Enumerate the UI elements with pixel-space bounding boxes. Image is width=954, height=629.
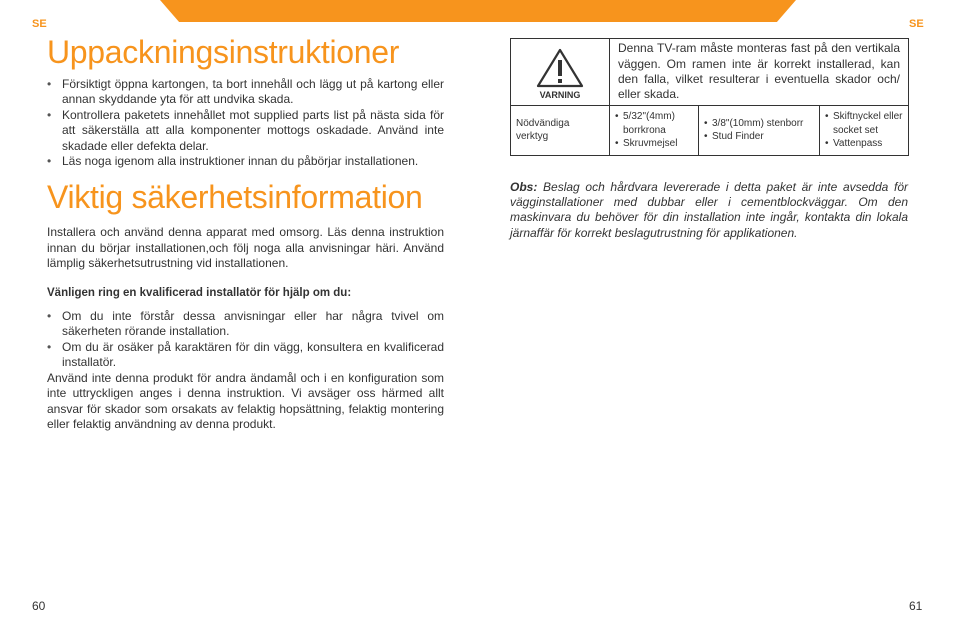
left-page-column [47, 34, 444, 432]
obs-note [510, 180, 908, 242]
list-item: • Kontrollera paketets innehållet mot supplied parts list på nästa sida för att säkerställa att alla komponenter mottogs oskadade. Använd inte skadade eller defekta delar. [47, 108, 444, 154]
warning-label: VARNING [539, 90, 581, 100]
call-installer-list [47, 309, 444, 371]
tool-item: • Vattenpass [825, 137, 903, 151]
warning-text: Denna TV-ram måste monteras fast på den vertikala väggen. Om ramen inte är korrekt installerad, kan den falla, vilket resulterar i eventuella skador och/ eller skada. [610, 39, 909, 106]
header-accent-bar [160, 0, 796, 22]
tools-row [511, 106, 909, 156]
tools-cell-3 [820, 106, 909, 156]
unpacking-list [47, 77, 444, 169]
tool-item: • Skruvmejsel [615, 137, 693, 151]
tools-label: Nödvändiga verktyg [511, 106, 610, 156]
warning-triangle-icon [511, 48, 609, 88]
list-item: • Läs noga igenom alla instruktioner innan du påbörjar installationen. [47, 154, 444, 169]
language-tag-right: SE [909, 18, 924, 30]
title-unpacking: Uppackningsinstruktioner [47, 34, 400, 70]
list-item: • Försiktigt öppna kartongen, ta bort innehåll och lägg ut på kartong eller annan skyddande yta för att undvika skada. [47, 77, 444, 108]
tool-item: • 3/8"(10mm) stenborr [704, 117, 814, 131]
tool-item: • Skiftnyckel eller socket set [825, 110, 903, 137]
title-safety: Viktig säkerhetsinformation [47, 179, 423, 216]
disclaimer-text: Använd inte denna produkt för andra ändamål och i en konfiguration som inte uttryckligen anges i denna instruktion. Vi avsäger oss härmed allt ansvar för skador som orsakats av felaktig hopsättning, felaktig montering eller felaktig användning av denna produkt. [47, 370, 444, 431]
tools-cell-2 [699, 106, 820, 156]
warning-icon-cell [511, 39, 610, 106]
warning-table [510, 38, 909, 156]
page-number-right: 61 [909, 599, 923, 613]
safety-intro: Installera och använd denna apparat med omsorg. Läs denna instruktion innan du börjar installationen,och följ noga alla anvisningar häri. Använd lämplig säkerhetsutrustning vid installationen. [47, 225, 444, 271]
tool-item: • Stud Finder [704, 130, 814, 144]
obs-text: Beslag och hårdvara levererade i detta paket är inte avsedda för vägginstallationer med dubbar eller i cementblockväggar. Om den maskinvara du behöver för din installation inte ingår, kontakta din lokala järnaffär för korrekt beslagutrustning för applikationen. [510, 179, 908, 240]
call-installer-heading: Vänligen ring en kvalificerad installatör för hjälp om du: [47, 286, 352, 299]
right-page-column [510, 38, 908, 253]
list-item: • Om du är osäker på karaktären för din vägg, konsultera en kvalificerad installatör. [47, 340, 444, 371]
page-number-left: 60 [32, 599, 46, 613]
tool-item: • 5/32"(4mm) borrkrona [615, 110, 693, 137]
tools-cell-1 [610, 106, 699, 156]
obs-label: Obs: [510, 179, 538, 194]
list-item: • Om du inte förstår dessa anvisningar eller har några tvivel om säkerheten rörande installation. [47, 309, 444, 340]
language-tag-left: SE [32, 18, 47, 30]
